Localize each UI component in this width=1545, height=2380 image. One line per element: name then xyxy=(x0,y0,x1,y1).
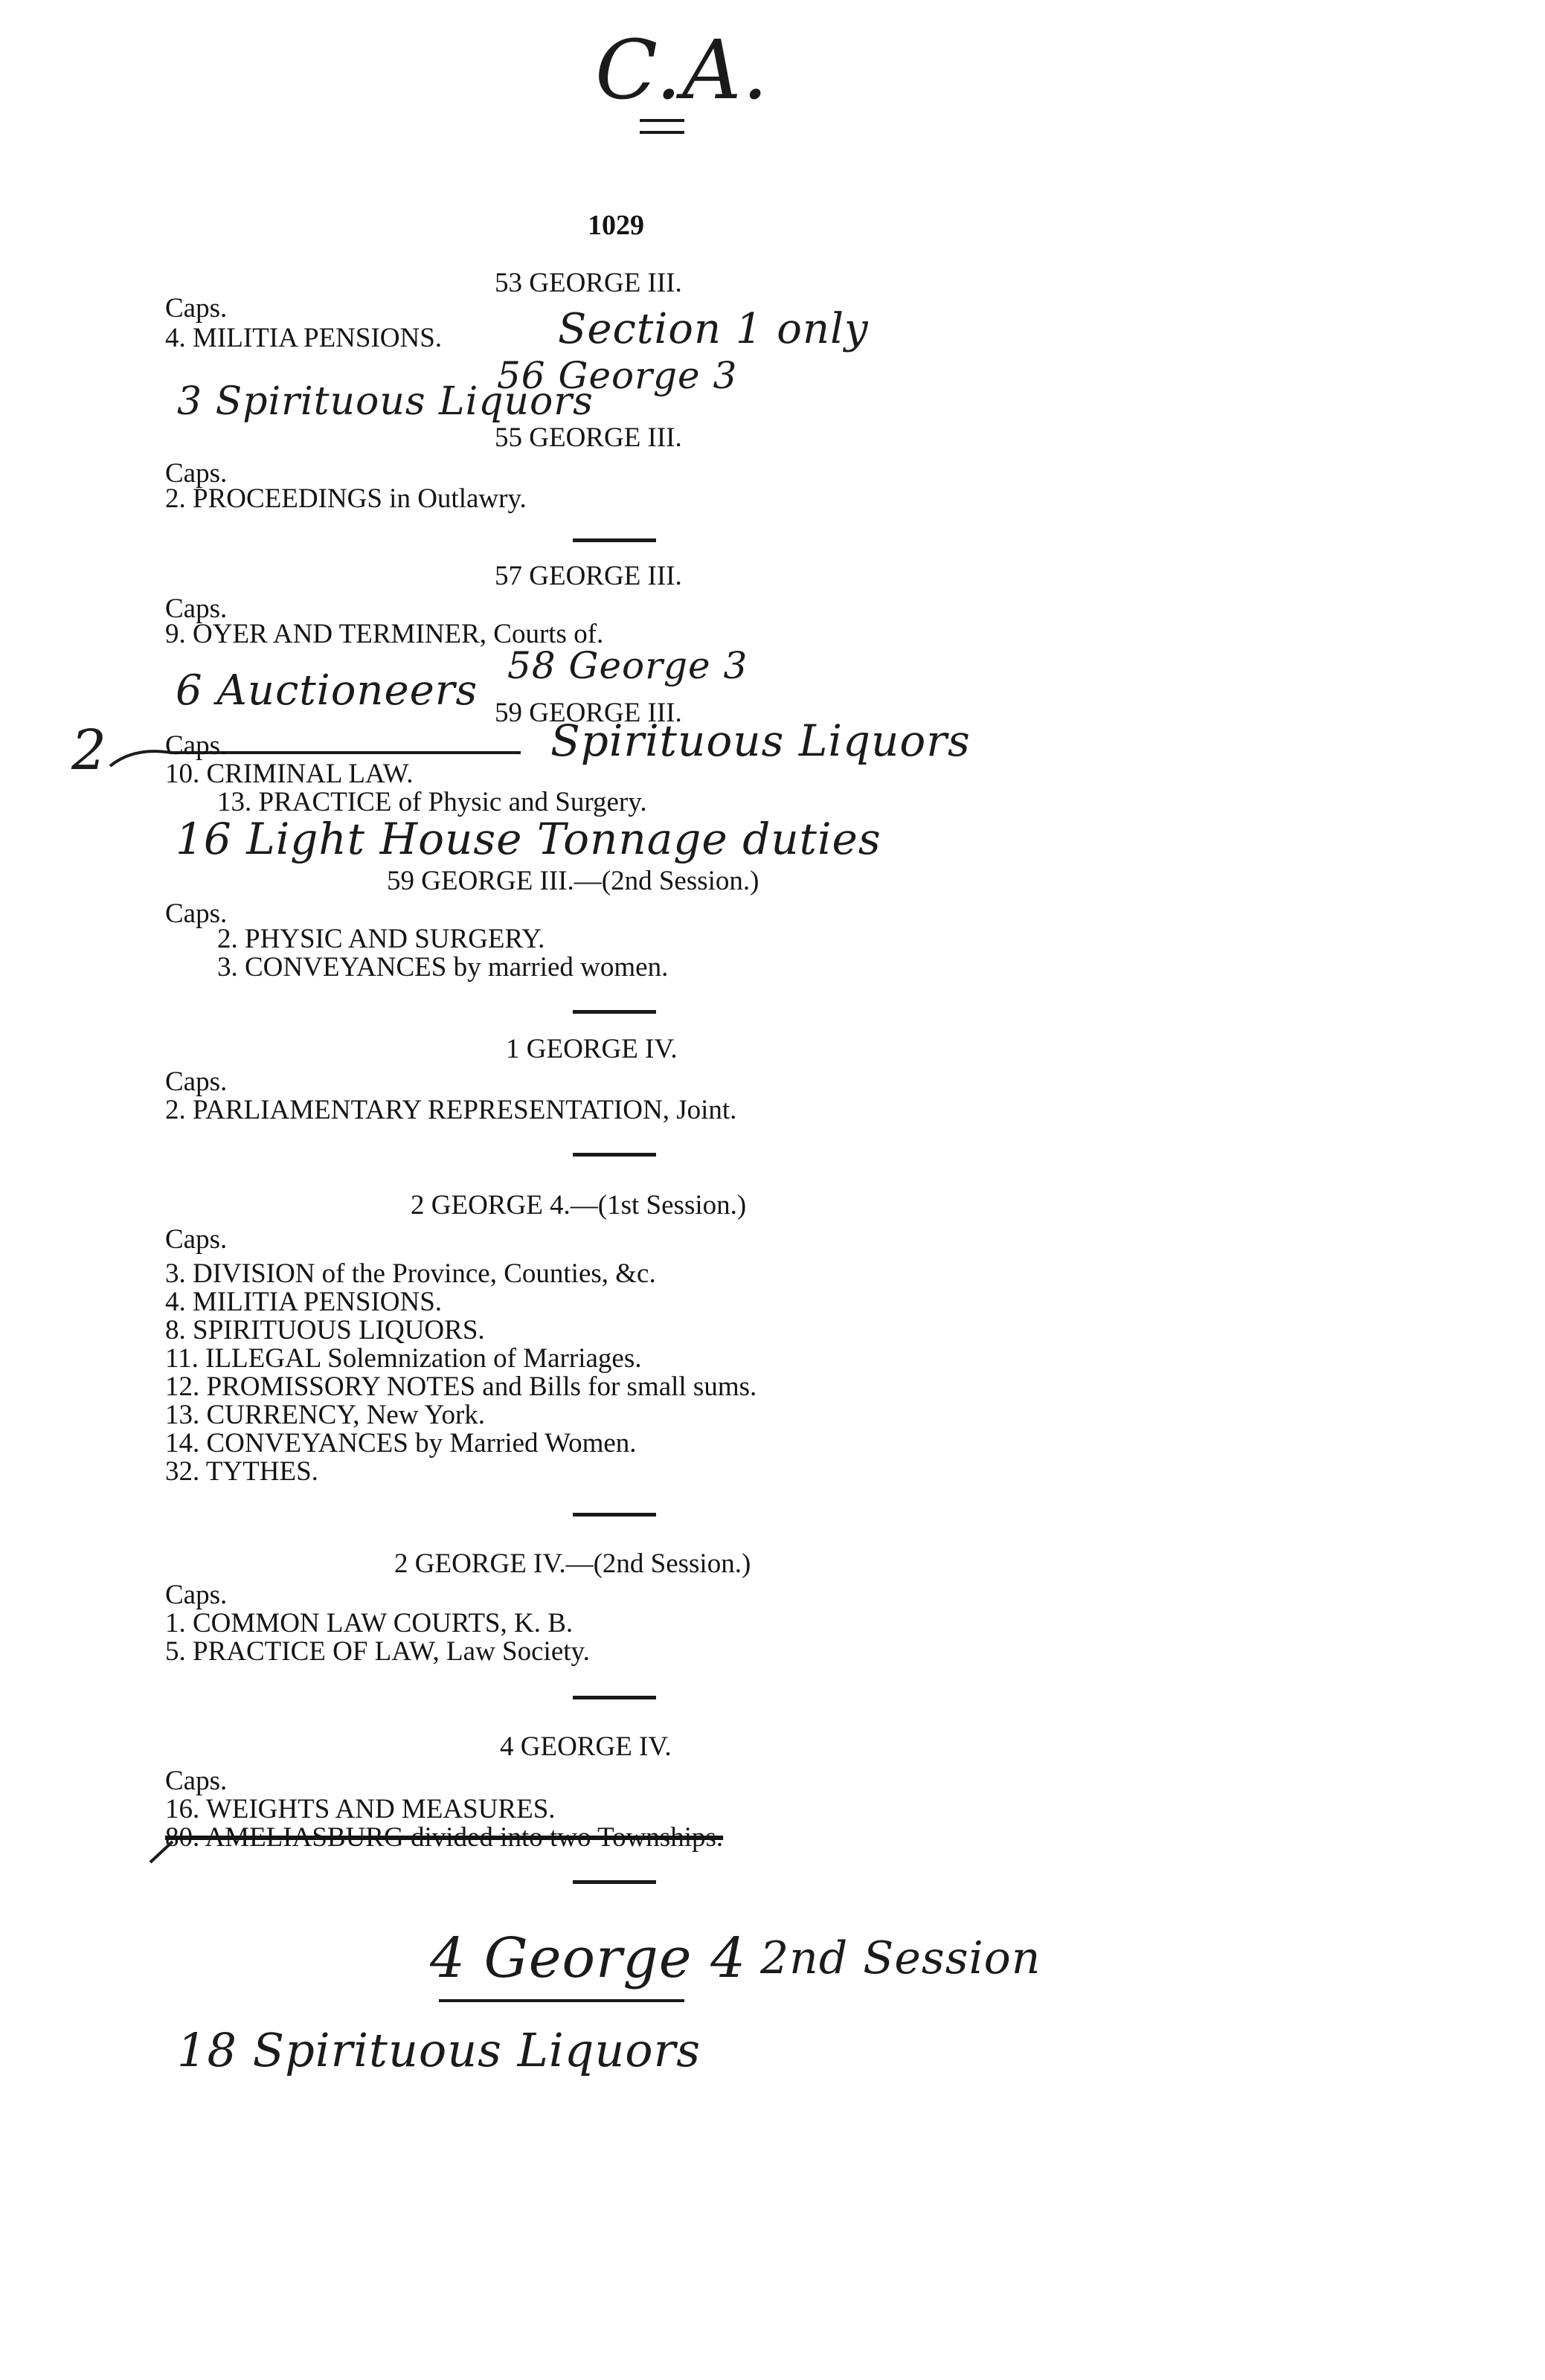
list-item: 9. OYER AND TERMINER, Courts of. xyxy=(165,619,604,649)
handwritten-56-george: 56 George 3 xyxy=(497,354,738,397)
list-item: 5. PRACTICE OF LAW, Law Society. xyxy=(165,1636,590,1667)
list-item: 13. CURRENCY, New York. xyxy=(165,1400,486,1430)
handwritten-spirituous-liquors: Spirituous Liquors xyxy=(550,715,971,766)
section-heading: 2 GEORGE 4.—(1st Session.) xyxy=(411,1190,747,1220)
divider xyxy=(573,1010,656,1014)
caps-label: Caps. xyxy=(165,898,228,929)
caps-label: Caps. xyxy=(165,1766,228,1796)
caps-label: Caps. xyxy=(165,1224,228,1255)
list-item: 4. MILITIA PENSIONS. xyxy=(165,323,443,353)
list-item: 10. CRIMINAL LAW. xyxy=(165,759,414,789)
handwritten-underline xyxy=(439,1999,684,2002)
struck-list-item: 80. AMELIASBURG divided into two Townships. xyxy=(165,1822,724,1853)
monogram: C.A. xyxy=(595,22,769,118)
caps-label: Caps. xyxy=(165,1067,228,1097)
divider xyxy=(573,538,656,542)
handwritten-58-george: 58 George 3 xyxy=(507,644,748,687)
list-item: 32. TYTHES. xyxy=(165,1456,318,1487)
list-item: 2. PHYSIC AND SURGERY. xyxy=(217,924,545,954)
handwritten-16-light-house: 16 Light House Tonnage duties xyxy=(176,814,881,864)
handwritten-6-auctioneers: 6 Auctioneers xyxy=(176,666,478,715)
divider xyxy=(573,1153,656,1157)
list-item: 2. PROCEEDINGS in Outlawry. xyxy=(165,483,527,514)
section-heading: 59 GEORGE III.—(2nd Session.) xyxy=(387,866,759,896)
list-item: 2. PARLIAMENTARY REPRESENTATION, Joint. xyxy=(165,1095,737,1125)
section-heading: 55 GEORGE III. xyxy=(495,422,682,453)
strike-hook xyxy=(146,1837,176,1867)
list-item: 3. CONVEYANCES by married women. xyxy=(217,952,669,982)
caps-label: Caps. xyxy=(165,1580,228,1610)
monogram-underline-2 xyxy=(640,131,684,134)
list-item: 12. PROMISSORY NOTES and Bills for small sums. xyxy=(165,1371,757,1402)
section-heading: 59 GEORGE III. xyxy=(495,698,682,728)
handwritten-2nd-session: 2nd Session xyxy=(760,1932,1041,1984)
list-item: 4. MILITIA PENSIONS. xyxy=(165,1287,443,1317)
caps-label: Caps. xyxy=(165,594,228,624)
divider xyxy=(573,1880,656,1884)
list-item: 11. ILLEGAL Solemnization of Marriages. xyxy=(165,1343,642,1374)
section-heading: 1 GEORGE IV. xyxy=(506,1034,678,1064)
caps-label: Caps. xyxy=(165,293,228,324)
handwritten-18-spirituous: 18 Spirituous Liquors xyxy=(177,2023,701,2077)
list-item: 8. SPIRITUOUS LIQUORS. xyxy=(165,1315,485,1345)
handwritten-3-spirituous: 3 Spirituous Liquors xyxy=(177,379,594,424)
list-item: 3. DIVISION of the Province, Counties, &c. xyxy=(165,1258,656,1289)
list-item: 13. PRACTICE of Physic and Surgery. xyxy=(217,787,647,817)
caps-label: Caps. xyxy=(165,458,228,489)
monogram-underline-1 xyxy=(640,119,684,122)
handwritten-4-george-4: 4 George 4 xyxy=(430,1926,747,1990)
page-number: 1029 xyxy=(588,210,644,241)
section-heading: 57 GEORGE III. xyxy=(495,561,682,591)
section-heading: 53 GEORGE III. xyxy=(495,268,682,298)
divider xyxy=(573,1513,656,1517)
caps-label: Caps. xyxy=(165,730,228,761)
list-item: 16. WEIGHTS AND MEASURES. xyxy=(165,1794,556,1824)
section-heading: 2 GEORGE IV.—(2nd Session.) xyxy=(394,1548,751,1579)
list-item: 14. CONVEYANCES by Married Women. xyxy=(165,1428,637,1458)
handwritten-margin-2: 2 xyxy=(71,718,108,782)
section-heading: 4 GEORGE IV. xyxy=(500,1731,672,1762)
handwritten-section-only: Section 1 only xyxy=(558,305,869,353)
divider xyxy=(573,1696,656,1699)
list-item: 1. COMMON LAW COURTS, K. B. xyxy=(165,1608,574,1638)
